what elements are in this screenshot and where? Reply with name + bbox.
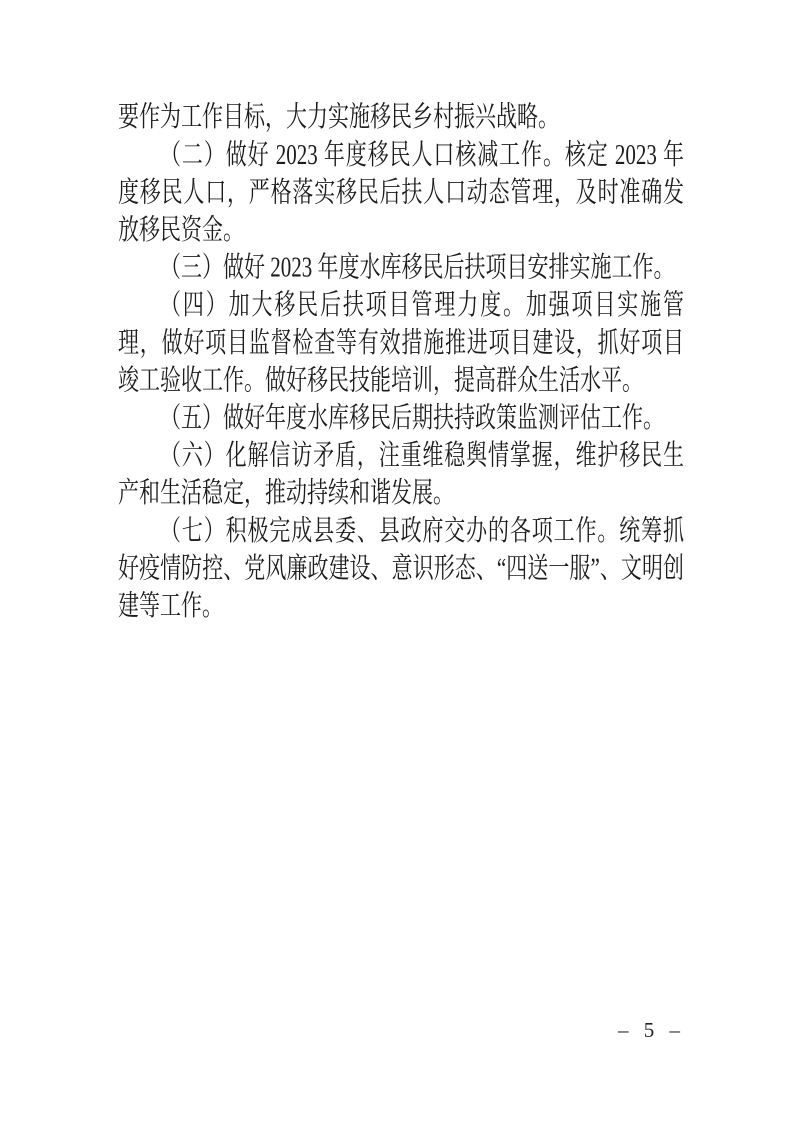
paragraph: 要作为工作目标，大力实施移民乡村振兴战略。 <box>118 100 559 133</box>
document-body <box>118 98 684 624</box>
paragraph: （三）做好 2023 年度水库移民后扶项目安排实施工作。 <box>160 251 675 284</box>
paragraph: （五）做好年度水库移民后期扶持政策监测评估工作。 <box>160 401 664 434</box>
paragraph: （七）积极完成县委、县政府交办的各项工作。统筹抓好疫情防控、党风廉政建设、意识形态、“四送一服”、文明创建等工作。 <box>118 514 684 622</box>
paragraph: （四）加大移民后扶项目管理力度。加强项目实施管理，做好项目监督检查等有效措施推进项目建设，抓好项目竣工验收工作。做好移民技能培训，提高群众生活水平。 <box>118 288 684 397</box>
page-number: – 5 – <box>618 1018 682 1042</box>
paragraph: （六）化解信访矛盾，注重维稳舆情掌握，维护移民生产和生活稳定，推动持续和谐发展。 <box>118 439 684 509</box>
paragraph: （二）做好 2023 年度移民人口核减工作。核定 2023 年度移民人口，严格落实移民后扶人口动态管理，及时准确发放移民资金。 <box>118 138 684 246</box>
